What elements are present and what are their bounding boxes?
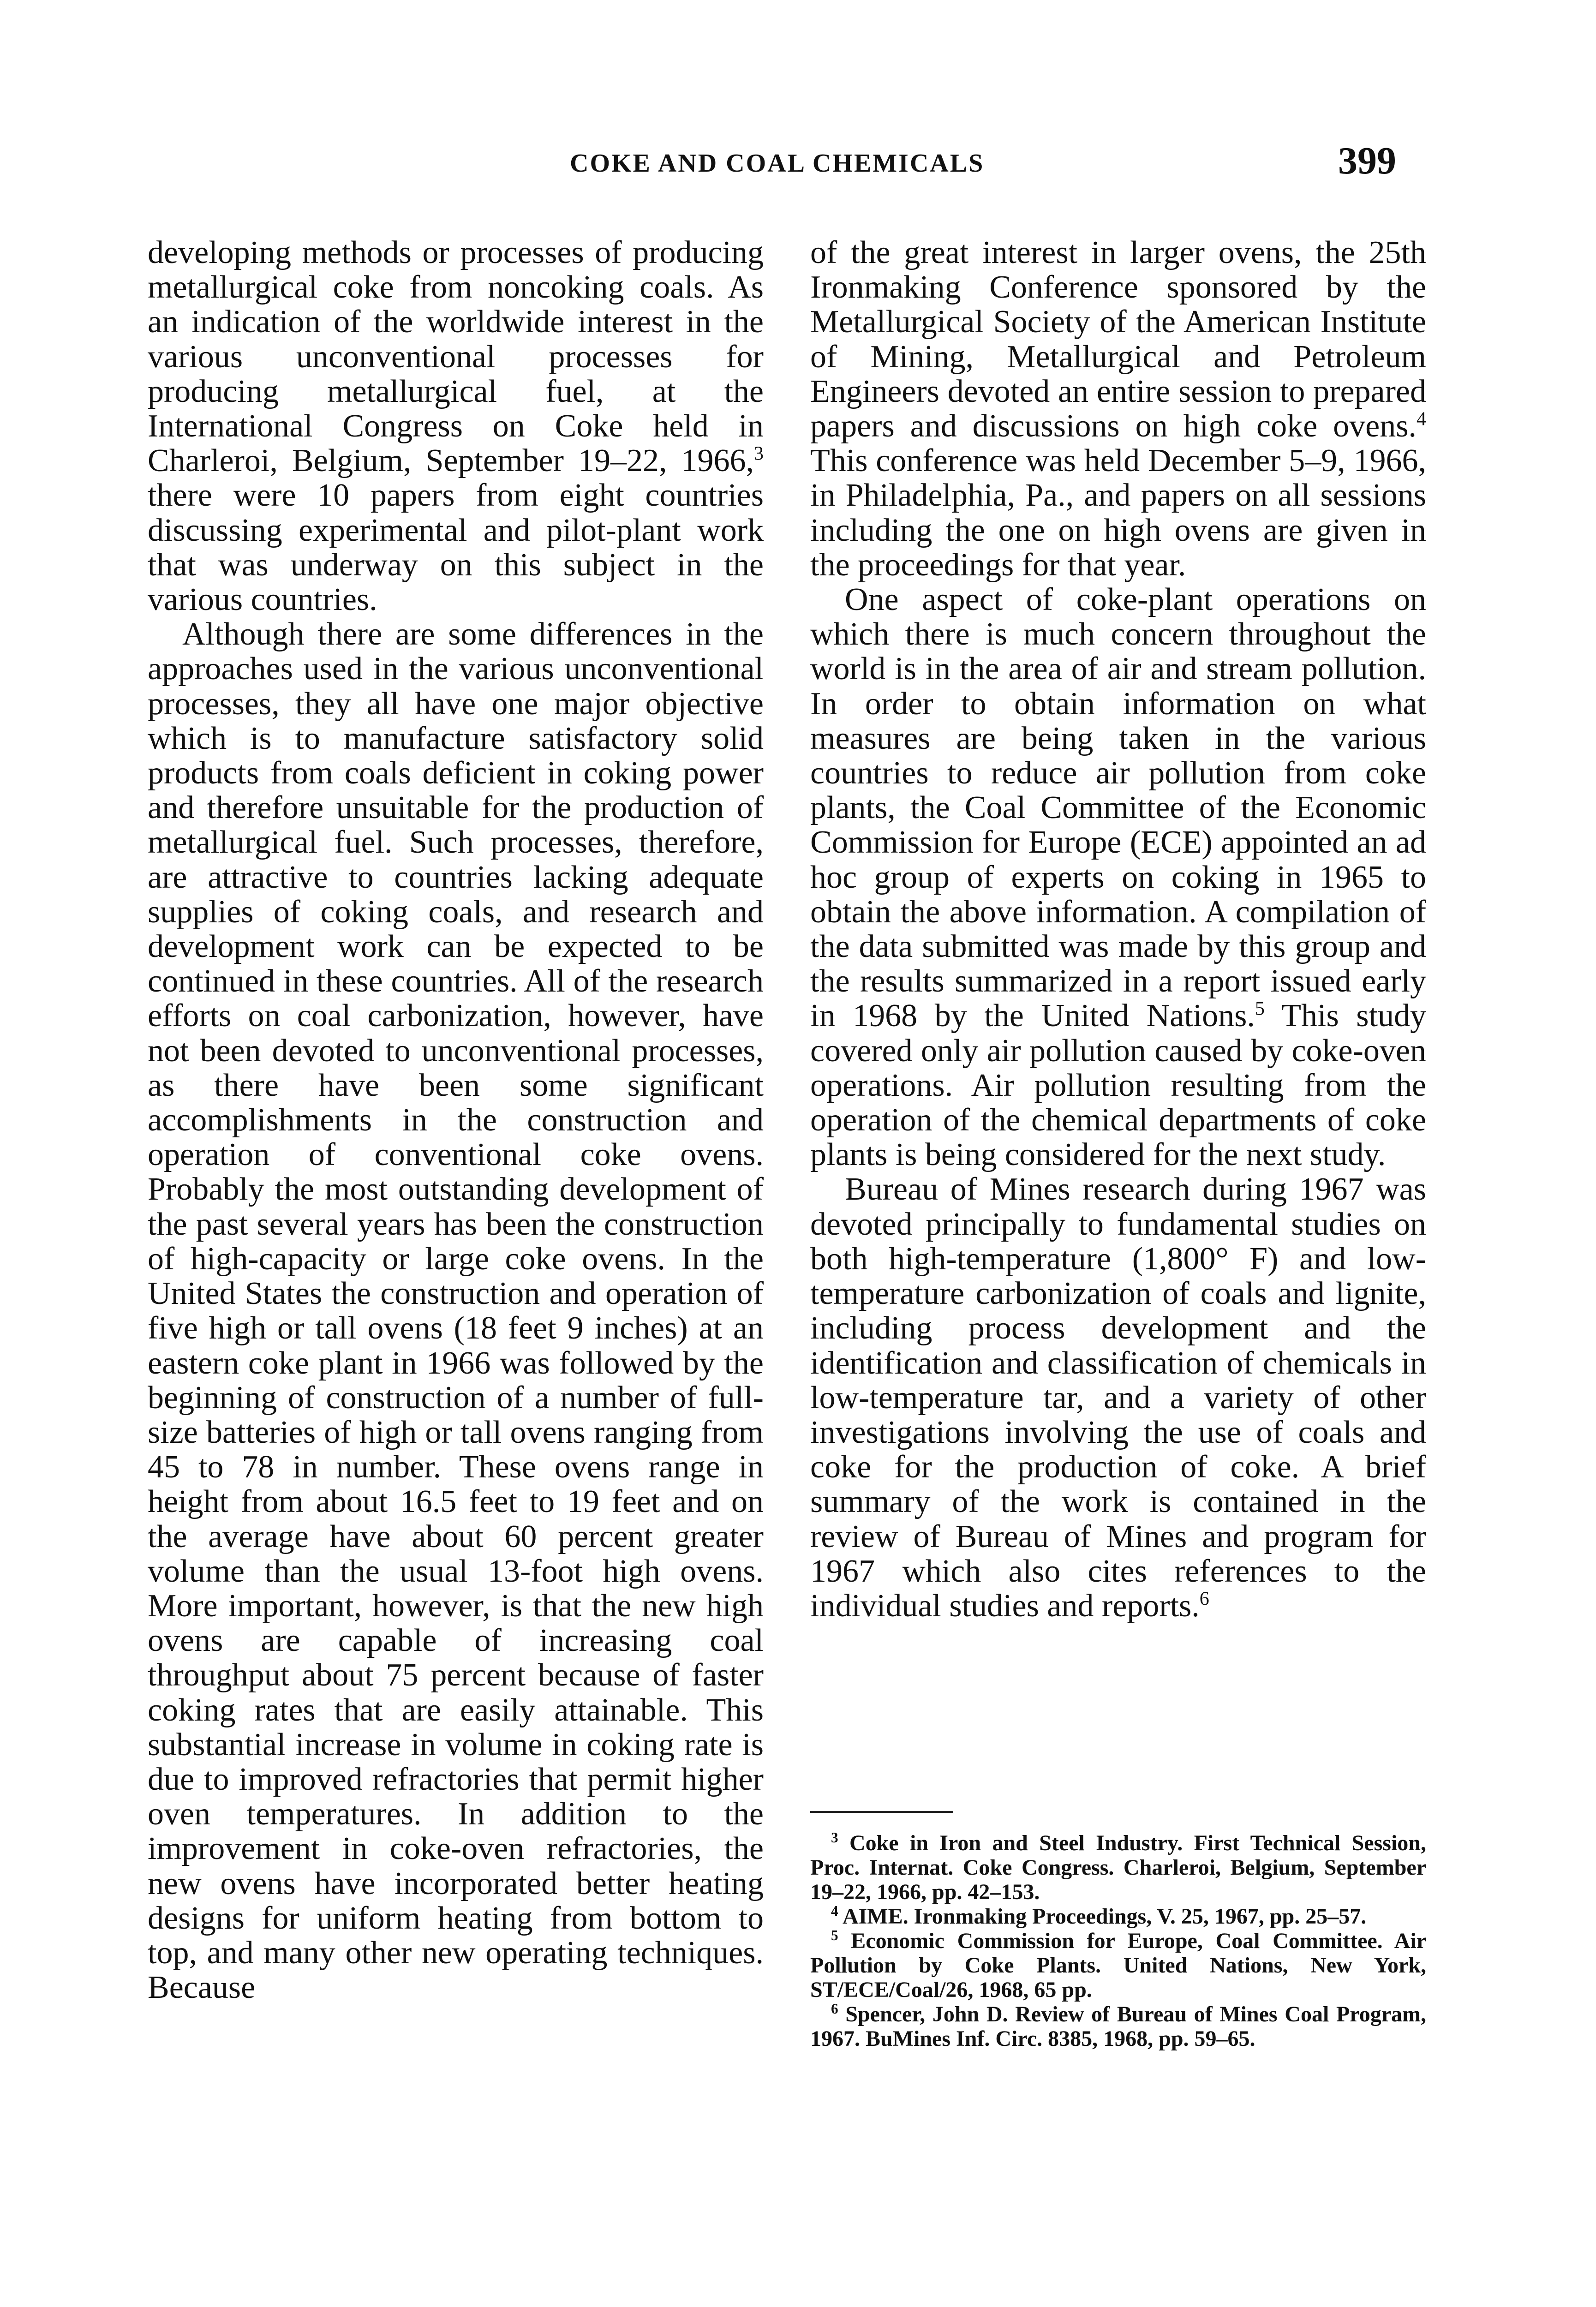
footnote-divider (810, 1811, 953, 1813)
footnote-ref: 5 (1255, 998, 1265, 1020)
footnote (810, 1831, 1426, 1904)
left-column (148, 235, 764, 2005)
footnote-text: Spencer, John D. Review of Bureau of Mines Coal Program, 1967. BuMines Inf. Circ. 8385, 1968, pp. 59–65. (810, 2002, 1426, 2051)
running-head: COKE AND COAL CHEMICALS (570, 149, 985, 178)
paragraph-text: developing methods or processes of producing metallurgical coke from noncoking coals. As an indication of the worldwide interest in the various unconventional processes for producing metallurgical fuel, at the International Congress on Coke held in Charleroi, Belgium, September 19–22, 1966, (148, 235, 764, 479)
footnote-ref: 6 (1199, 1588, 1209, 1610)
paragraph-text: One aspect of coke-plant operations on which there is much concern throughout the world is in the area of air and stream pollution. In order to obtain information on what measures are being taken in the various countries to reduce air pollution from coke plants, the Coal Committee of the Economic Commission for Europe (ECE) appointed an ad hoc group of experts on coking in 1965 to obtain the above information. A compilation of the data submitted was made by this group and the results summarized in a report issued early in 1968 by the United Nations. (810, 582, 1426, 1034)
page-number: 399 (1338, 139, 1396, 182)
paragraph-text: This conference was held December 5–9, 1966, in Philadelphia, Pa., and papers on all sessions including the one on high ovens are given in the proceedings for that year. (810, 443, 1426, 583)
paragraph-text: of the great interest in larger ovens, the 25th Ironmaking Conference sponsored by the Metallurgical Society of the American Institute of Mining, Metallurgical and Petroleum Engineers devoted an entire session to prepared papers and discussions on high coke ovens. (810, 235, 1426, 444)
footnotes (810, 1831, 1426, 2051)
footnote (810, 1929, 1426, 2002)
footnote-text: Economic Commission for Europe, Coal Committee. Air Pollution by Coke Plants. United Nations, New York, ST/ECE/Coal/26, 1968, 65 pp. (810, 1929, 1427, 2002)
footnote-number: 5 (831, 1927, 838, 1943)
footnote-ref: 4 (1417, 408, 1426, 430)
paragraph (810, 235, 1426, 582)
right-column (810, 235, 1426, 1623)
paragraph (148, 617, 764, 2005)
paragraph-text: This study covered only air pollution caused by coke-oven operations. Air pollution resulting from the operation of the chemical departments of coke plants is being considered for the next study. (810, 998, 1426, 1173)
footnote-number: 4 (831, 1903, 838, 1919)
paragraph-text: there were 10 papers from eight countries discussing experimental and pilot-plant work that was underway on this subject in the various countries. (148, 478, 764, 618)
footnote (810, 2002, 1426, 2051)
footnote-text: Coke in Iron and Steel Industry. First Technical Session, Proc. Internat. Coke Congress. Charleroi, Belgium, September 19–22, 1966, pp. 42–153. (810, 1831, 1427, 1904)
paragraph (148, 235, 764, 617)
footnote-number: 6 (831, 2001, 838, 2017)
paragraph (810, 582, 1426, 1172)
paragraph (810, 1172, 1426, 1623)
paragraph-text: Although there are some differences in the approaches used in the various unconventional processes, they all have one major objective which is to manufacture satisfactory solid products from coals deficient in coking power and therefore unsuitable for the production of metallurgical fuel. Such processes, therefore, are attractive to countries lacking adequate supplies of coking coals, and research and development work can be expected to be continued in these countries. All of the research efforts on coal carbonization, however, have not been devoted to unconventional processes, as there have been some significant accomplishments in the construction and operation of conventional coke ovens. Probably the most outstanding development of the past several years has been the construction of high-capacity or large coke ovens. In the United States the construction and operation of five high or tall ovens (18 feet 9 inches) at an eastern coke plant in 1966 was followed by the beginning of construction of a number of full-size batteries of high or tall ovens ranging from 45 to 78 in number. These ovens range in height from about 16.5 feet to 19 feet and on the average have about 60 percent greater volume than the usual 13-foot high ovens. More important, however, is that the new high ovens are capable of increasing coal throughput about 75 percent because of faster coking rates that are easily attainable. This substantial increase in volume in coking rate is due to improved refractories that permit higher oven temperatures. In addition to the improvement in coke-oven refractories, the new ovens have incorporated better heating designs for uniform heating from bottom to top, and many other new operating techniques. Because (148, 616, 764, 2006)
footnote-ref: 3 (754, 443, 764, 465)
paragraph-text: Bureau of Mines research during 1967 was devoted principally to fundamental studies on both high-temperature (1,800° F) and low-temperature carbonization of coals and lignite, including process development and the identification and classification of chemicals in low-temperature tar, and a variety of other investigations involving the use of coals and coke for the production of coke. A brief summary of the work is contained in the review of Bureau of Mines and program for 1967 which also cites references to the individual studies and reports. (810, 1171, 1426, 1624)
footnote (810, 1904, 1426, 1929)
footnote-text: AIME. Ironmaking Proceedings, V. 25, 1967, pp. 25–57. (842, 1904, 1367, 1929)
footnote-number: 3 (831, 1829, 838, 1846)
